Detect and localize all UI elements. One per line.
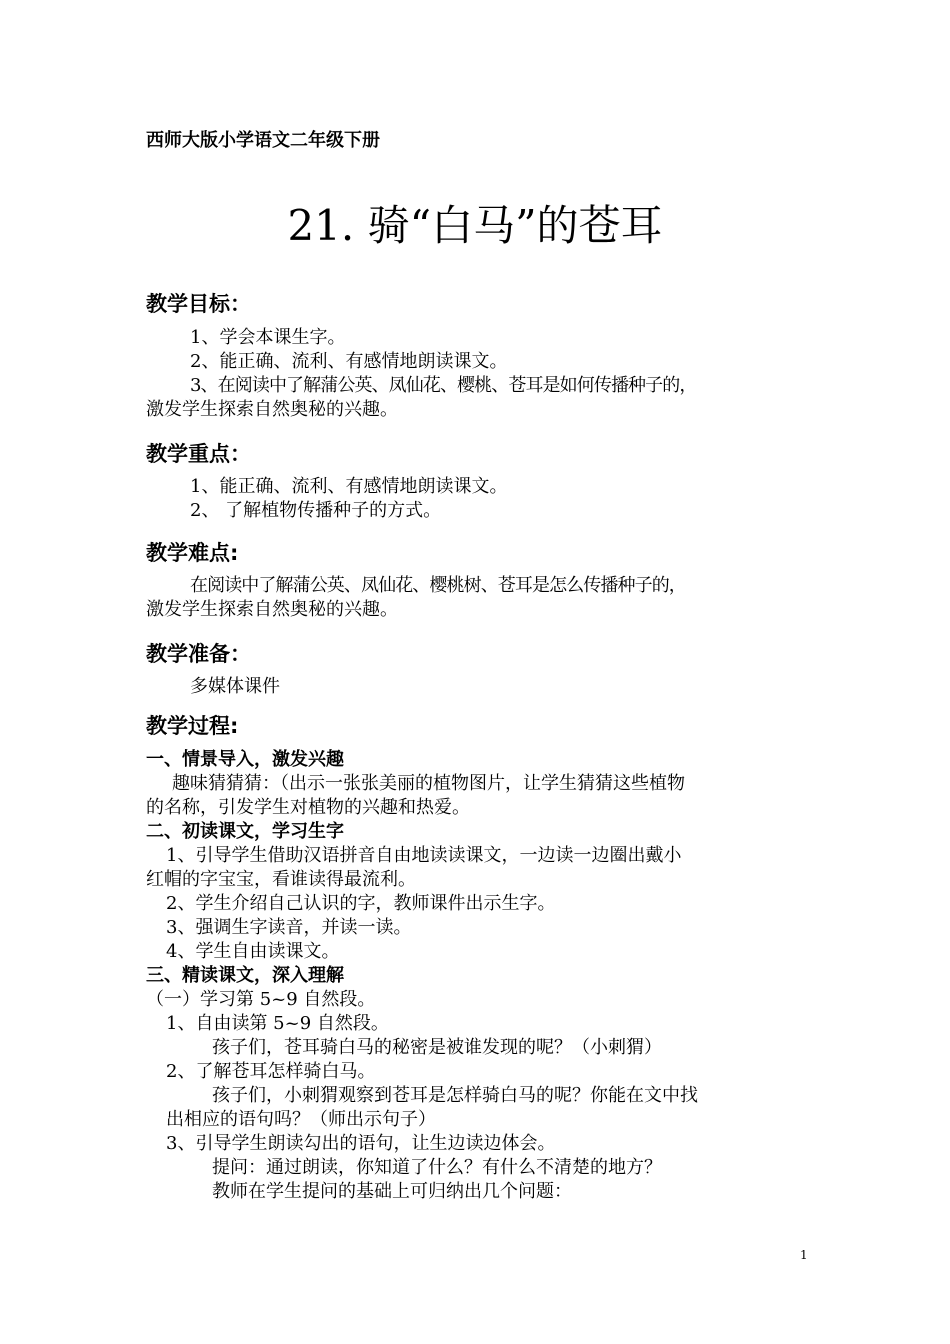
heading-goals: 教学目标： <box>146 292 251 316</box>
process-line: 趣味猜猜猜：（出示一张张美丽的植物图片，让学生猜猜这些植物 <box>172 773 685 794</box>
process-line: 1、自由读第 5~9 自然段。 <box>166 1013 389 1034</box>
process-line: 教师在学生提问的基础上可归纳出几个问题： <box>212 1181 572 1202</box>
difficulty-item: 激发学生探索自然奥秘的兴趣。 <box>146 599 398 620</box>
page-number: 1 <box>800 1248 808 1262</box>
book-subtitle: 西师大版小学语文二年级下册 <box>146 130 380 151</box>
process-line: 3、强调生字读音，并读一读。 <box>166 917 412 938</box>
lesson-title: 21. 骑“白马”的苍耳 <box>287 201 663 250</box>
process-step-heading: 一、情景导入，激发兴趣 <box>146 749 344 770</box>
process-line: 出相应的语句吗？（师出示句子） <box>166 1109 436 1130</box>
process-step-heading: 三、精读课文，深入理解 <box>146 965 344 986</box>
process-line: 1、引导学生借助汉语拼音自由地读读课文，一边读一边圈出戴小 <box>166 845 682 866</box>
goal-item: 1、学会本课生字。 <box>190 327 346 348</box>
process-line: 孩子们，苍耳骑白马的秘密是被谁发现的呢？（小刺猬） <box>212 1037 662 1058</box>
process-line: 2、学生介绍自己认识的字，教师课件出示生字。 <box>166 893 556 914</box>
key-point-item: 2、 了解植物传播种子的方式。 <box>190 500 442 521</box>
process-line: 4、学生自由读课文。 <box>166 941 340 962</box>
preparation-item: 多媒体课件 <box>190 676 280 697</box>
key-point-item: 1、能正确、流利、有感情地朗读课文。 <box>190 476 508 497</box>
heading-key-points: 教学重点： <box>146 442 251 466</box>
process-step-heading: 二、初读课文，学习生字 <box>146 821 344 842</box>
process-line: 孩子们，小刺猬观察到苍耳是怎样骑白马的呢？你能在文中找 <box>212 1085 698 1106</box>
process-line: 3、引导学生朗读勾出的语句，让生边读边体会。 <box>166 1133 556 1154</box>
process-line: 的名称，引发学生对植物的兴趣和热爱。 <box>146 797 470 818</box>
heading-preparation: 教学准备： <box>146 642 251 666</box>
process-line: 提问：通过朗读，你知道了什么？有什么不清楚的地方？ <box>212 1157 662 1178</box>
process-line: 2、了解苍耳怎样骑白马。 <box>166 1061 376 1082</box>
heading-difficulties: 教学难点: <box>146 541 239 565</box>
process-line: （一）学习第 5~9 自然段。 <box>146 989 376 1010</box>
process-line: 红帽的字宝宝，看谁读得最流利。 <box>146 869 416 890</box>
heading-process: 教学过程: <box>146 714 239 738</box>
difficulty-item: 在阅读中了解蒲公英、凤仙花、樱桃树、苍耳是怎么传播种子的， <box>190 575 686 596</box>
goal-item: 3、在阅读中了解蒲公英、凤仙花、樱桃、苍耳是如何传播种子的， <box>190 375 697 396</box>
goal-item: 2、能正确、流利、有感情地朗读课文。 <box>190 351 508 372</box>
goal-item: 激发学生探索自然奥秘的兴趣。 <box>146 399 398 420</box>
